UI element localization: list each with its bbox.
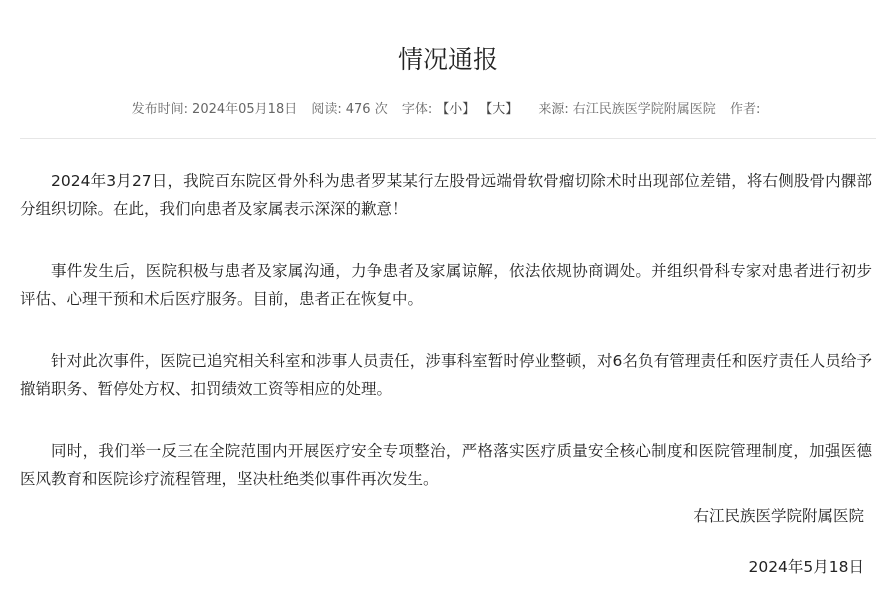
font-size-label: 字体:	[401, 102, 433, 117]
article-body	[20, 167, 872, 527]
article-meta-bar	[0, 100, 896, 120]
page-title: 情况通报	[397, 45, 498, 74]
author-label: 作者:	[729, 102, 761, 117]
publish-time-value: 2024年05月18日	[192, 102, 298, 117]
body-paragraph-4: 同时，我们举一反三在全院范围内开展医疗安全专项整治，严格落实医疗质量安全核心制度和医院管理制度，加强医德医风教育和医院诊疗流程管理，坚决杜绝类似事件再次发生。	[20, 442, 872, 488]
source-value: 右江民族医学院附属医院	[572, 102, 716, 117]
font-large-button[interactable]: 【大】	[479, 102, 519, 117]
body-paragraph-2: 事件发生后，医院积极与患者及家属沟通，力争患者及家属谅解，依法依规协商调处。并组织骨科专家对患者进行初步评估、心理干预和术后医疗服务。目前，患者正在恢复中。	[20, 262, 872, 308]
views-count: 476 次	[345, 102, 388, 117]
body-paragraph-3: 针对此次事件，医院已追究相关科室和涉事人员责任，涉事科室暂时停业整顿，对6名负有管理责任和医疗责任人员给予撤销职务、暂停处方权、扣罚绩效工资等相应的处理。	[20, 352, 872, 398]
views-label: 阅读:	[311, 102, 342, 117]
source-label: 来源:	[538, 102, 569, 117]
signature-organization: 右江民族医学院附属医院	[693, 507, 864, 525]
font-small-button[interactable]: 【小】	[436, 102, 476, 117]
meta-divider	[20, 138, 876, 139]
publish-time-label: 发布时间:	[131, 102, 189, 117]
signature-date: 2024年5月18日	[748, 558, 864, 576]
body-paragraph-1: 2024年3月27日，我院百东院区骨外科为患者罗某某行左股骨远端骨软骨瘤切除术时出现部位差错，将右侧股骨内髁部分组织切除。在此，我们向患者及家属表示深深的歉意！	[20, 172, 872, 218]
